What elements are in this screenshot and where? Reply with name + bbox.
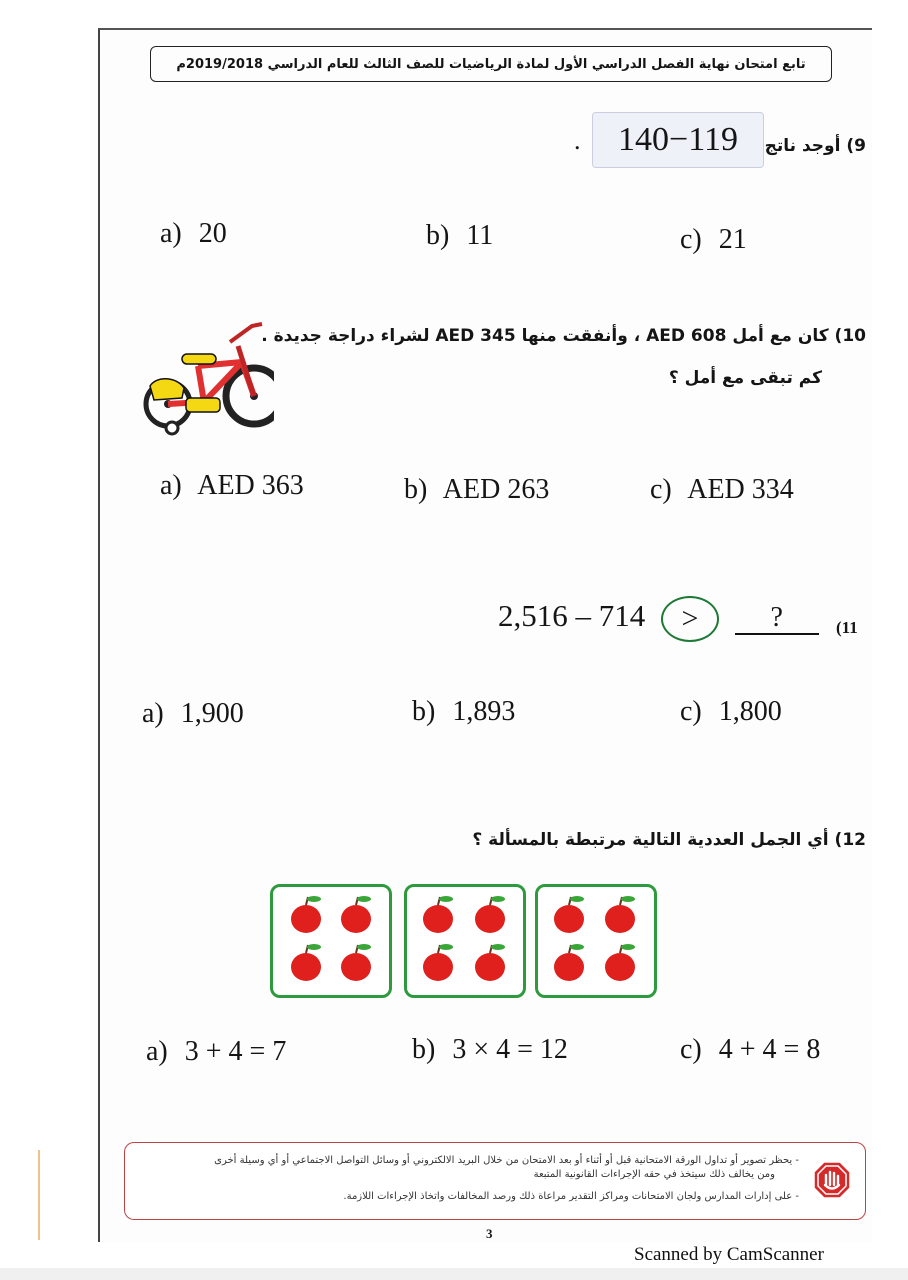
option-label: a) — [160, 218, 182, 249]
footer-line-1: - يحظر تصوير أو تداول الورقة الامتحانية قبل أو أثناء أو بعد الامتحان من خلال البريد الالكتروني أو وسائل التواصل الاجتماعي أو أي وسيلة أخرى — [214, 1155, 799, 1166]
option-label: b) — [404, 474, 428, 505]
apple-icon — [423, 896, 453, 933]
q10-option-c[interactable] — [650, 474, 794, 506]
option-value: 3 + 4 = 7 — [184, 1036, 287, 1067]
bicycle-icon — [142, 316, 274, 438]
apple-icon — [605, 944, 635, 981]
footer-line-2: ومن يخالف ذلك سيتخذ في حقه الإجراءات القانونية المتبعة — [533, 1169, 775, 1180]
option-value: 1,900 — [180, 698, 244, 729]
q9-prompt: أوجد ناتج — [764, 136, 841, 156]
apple-icon — [291, 896, 321, 933]
scanner-watermark: Scanned by CamScanner — [634, 1244, 824, 1265]
q12-option-b[interactable] — [412, 1034, 568, 1066]
stop-hand-icon — [813, 1161, 851, 1199]
option-label: b) — [412, 1034, 436, 1065]
q9-expression: 140−119 — [618, 121, 738, 158]
option-value: 1,893 — [452, 696, 516, 727]
q9-number: 9) — [846, 136, 866, 156]
option-value: 3 × 4 = 12 — [452, 1034, 568, 1065]
scan-edge-mark — [38, 1150, 40, 1240]
option-value: AED 334 — [687, 474, 794, 505]
q10-text-line2: كم تبقى مع أمل ؟ — [668, 368, 822, 388]
q11-operator: > — [681, 602, 699, 635]
q11-operator-circle — [661, 596, 719, 642]
q11-option-b[interactable] — [412, 696, 515, 728]
option-label: c) — [680, 224, 702, 255]
option-label: a) — [160, 470, 182, 501]
q9-option-b[interactable] — [426, 220, 493, 252]
q11-option-c[interactable] — [680, 696, 782, 728]
footer-line-3: - على إدارات المدارس ولجان الامتحانات ومراكز التقدير مراعاة ذلك ورصد المخالفات واتخاذ الإجراءات اللازمة. — [343, 1191, 799, 1202]
q9-option-c[interactable] — [680, 224, 747, 256]
option-label: c) — [680, 696, 702, 727]
q12-option-a[interactable] — [146, 1036, 286, 1068]
q9-option-a[interactable] — [160, 218, 227, 250]
option-label: b) — [412, 696, 436, 727]
apple-icon — [341, 896, 371, 933]
q10-text-line1: كان مع أمل AED 608 ، وأنفقت منها AED 345 لشراء دراجة جديدة . — [261, 326, 829, 346]
option-value: 1,800 — [718, 696, 782, 727]
q11-answer-blank: ? — [735, 603, 819, 635]
apple-icon — [475, 944, 505, 981]
page-number: 3 — [486, 1226, 493, 1241]
q12-number: 12) — [834, 830, 866, 850]
option-label: b) — [426, 220, 450, 251]
option-label: a) — [146, 1036, 168, 1067]
q9-prompt-row — [765, 136, 866, 156]
apple-icon — [475, 896, 505, 933]
option-value: AED 263 — [442, 474, 550, 505]
apple-icon — [341, 944, 371, 981]
apple-group-2 — [404, 884, 526, 998]
option-value: 21 — [718, 224, 747, 255]
q12-option-c[interactable] — [680, 1034, 820, 1066]
option-value: 4 + 4 = 8 — [718, 1034, 821, 1065]
apple-group-3 — [535, 884, 657, 998]
apple-icon — [554, 944, 584, 981]
exam-header — [150, 46, 832, 82]
q10-option-a[interactable] — [160, 470, 304, 502]
option-label: c) — [680, 1034, 702, 1065]
q11-option-a[interactable] — [142, 698, 244, 730]
q10-number: 10) — [834, 326, 866, 346]
apple-icon — [423, 944, 453, 981]
q12-prompt: أي الجمل العددية التالية مرتبطة بالمسألة ؟ — [472, 830, 829, 850]
q9-expression-box — [592, 112, 764, 168]
q10-option-b[interactable] — [404, 474, 549, 506]
option-value: 20 — [198, 218, 227, 249]
apple-group-1 — [270, 884, 392, 998]
q10-line1 — [261, 326, 866, 346]
footer-notice — [124, 1142, 866, 1220]
option-value: AED 363 — [197, 470, 304, 501]
option-label: a) — [142, 698, 164, 729]
apple-icon — [554, 896, 584, 933]
apple-icon — [605, 896, 635, 933]
bottom-strip — [0, 1268, 908, 1280]
q9-dot: . — [574, 126, 581, 155]
option-value: 11 — [466, 220, 494, 251]
q11-number: (11 — [836, 618, 858, 637]
option-label: c) — [650, 474, 672, 505]
q11-expression-row — [498, 596, 819, 642]
header-title: تابع امتحان نهاية الفصل الدراسي الأول لمادة الرياضيات للصف الثالث للعام الدراسي 2019/2018م — [176, 56, 806, 72]
q11-left-expression: 2,516 – 714 — [498, 598, 646, 634]
apple-icon — [291, 944, 321, 981]
q12-prompt-row — [472, 830, 866, 850]
